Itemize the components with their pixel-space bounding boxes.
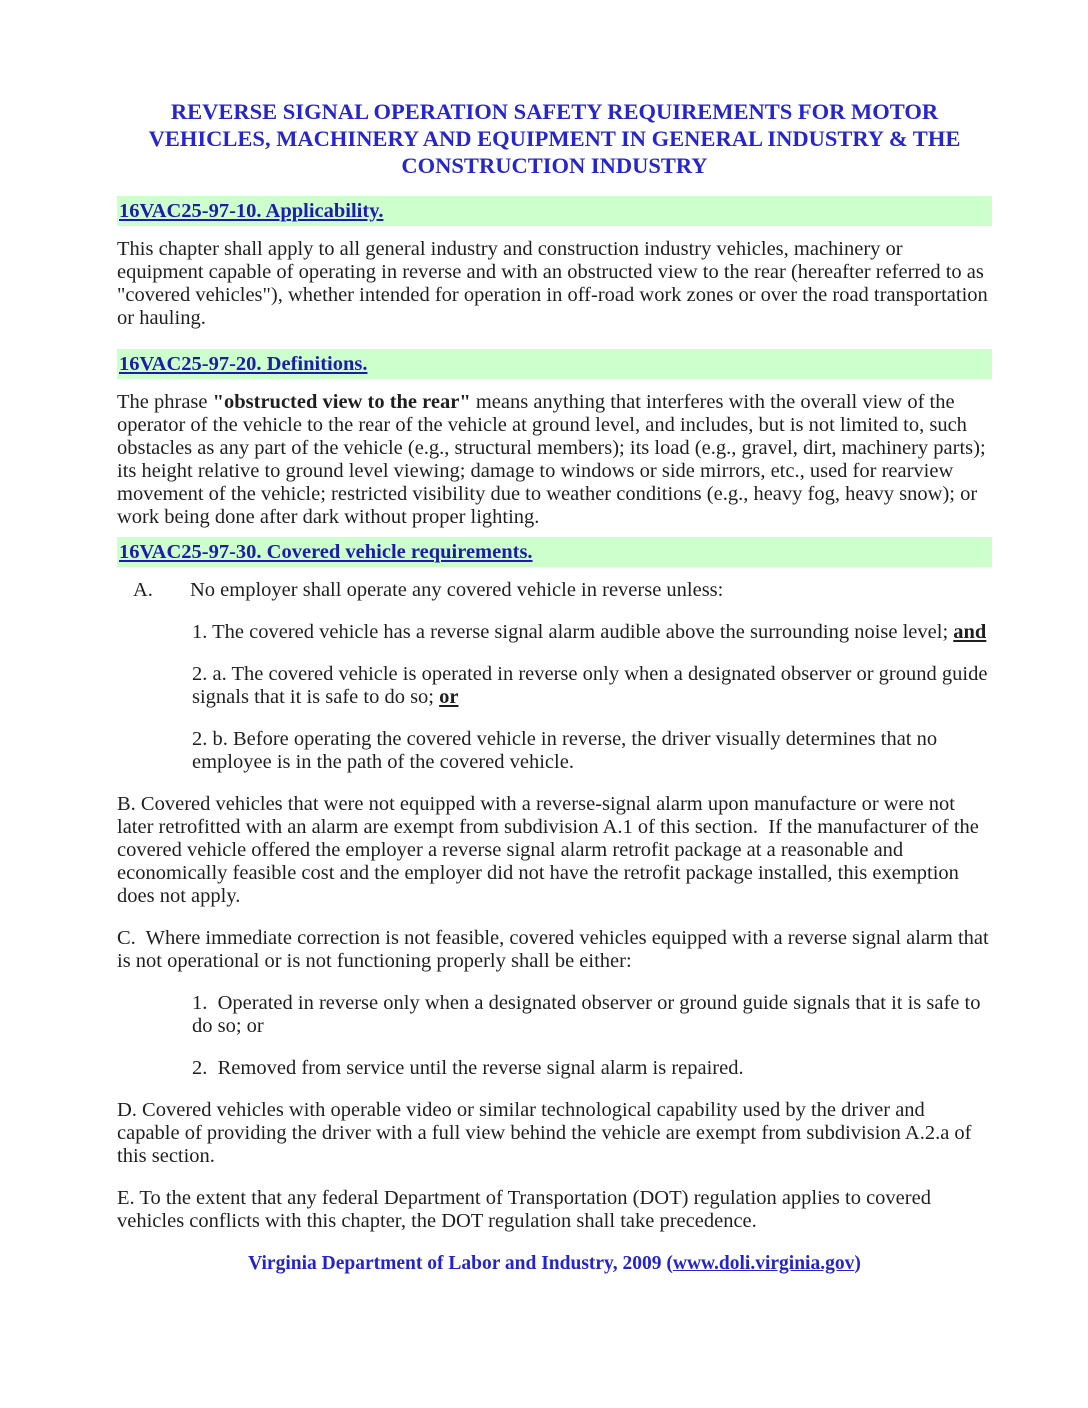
item-a bbox=[133, 579, 992, 602]
paragraph-applicability: This chapter shall apply to all general industry and construction industry vehicles, machinery or equipment capable of operating in reverse and with an obstructed view to the rear (hereafter referred to as "covered vehicles"), whether intended for operation in off-road work zones or over the road transportation or hauling. bbox=[117, 238, 993, 329]
item-a2b: 2. b. Before operating the covered vehicle in reverse, the driver visually determines that no employee is in the path of the covered vehicle. bbox=[192, 728, 943, 773]
item-a1 bbox=[192, 621, 992, 644]
title-line-3: CONSTRUCTION INDUSTRY bbox=[401, 153, 708, 178]
item-e: E. To the extent that any federal Department of Transportation (DOT) regulation applies to covered vehicles conflicts with this chapter, the DOT regulation shall take precedence. bbox=[117, 1187, 937, 1232]
item-c: C. Where immediate correction is not feasible, covered vehicles equipped with a reverse signal alarm that is not operational or is not functioning properly shall be either: bbox=[117, 927, 994, 972]
title-line-1: REVERSE SIGNAL OPERATION SAFETY REQUIREMENTS FOR MOTOR bbox=[170, 99, 939, 124]
section-heading-applicability bbox=[117, 196, 992, 226]
item-c2: 2. Removed from service until the reverse signal alarm is repaired. bbox=[192, 1057, 744, 1079]
item-a-label: A. bbox=[133, 579, 153, 601]
item-d: D. Covered vehicles with operable video or similar technological capability used by the driver and capable of providing the driver with a full view behind the vehicle are exempt from subdivision A.2.a of this section. bbox=[117, 1099, 982, 1167]
definitions-text-body: means anything that interferes with the overall view of the operator of the vehicle to the rear of the vehicle at ground level, and includes, but is not limited to, such obstacles as any part of the vehicle (e.g., structural members); its load (e.g., gravel, dirt, machinery parts); its height relative to ground level viewing; damage to windows or side mirrors, etc., used for rearview movement of the vehicle; restricted visibility due to weather conditions (e.g., heavy fog, heavy snow); or work being done after dark without proper lighting. bbox=[117, 391, 991, 528]
document-title bbox=[117, 98, 992, 179]
title-line-2: VEHICLES, MACHINERY AND EQUIPMENT IN GENERAL INDUSTRY & THE bbox=[148, 126, 961, 151]
section-heading-applicability-text: 16VAC25-97-10. Applicability. bbox=[119, 199, 384, 222]
doli-website-link[interactable]: www.doli.virginia.gov bbox=[672, 1253, 855, 1274]
section-heading-covered-vehicle-requirements bbox=[117, 537, 992, 567]
item-c1: 1. Operated in reverse only when a designated observer or ground guide signals that it is safe to do so; or bbox=[192, 992, 986, 1037]
item-a2a bbox=[192, 663, 992, 709]
footer bbox=[117, 1252, 992, 1275]
section-heading-covered-vehicle-requirements-text: 16VAC25-97-30. Covered vehicle requirements. bbox=[119, 540, 533, 563]
item-a1-text: 1. The covered vehicle has a reverse signal alarm audible above the surrounding noise level; bbox=[192, 621, 954, 643]
item-b: B. Covered vehicles that were not equipped with a reverse-signal alarm upon manufacture or were not later retrofitted with an alarm are exempt from subdivision A.1 of this section. If the manufacturer of the covered vehicle offered the employer a reverse signal alarm retrofit package at a reasonable and economically feasible cost and the employer did not have the retrofit package installed, this exemption does not apply. bbox=[117, 793, 984, 907]
footer-text: Virginia Department of Labor and Industry, 2009 ( bbox=[248, 1253, 673, 1274]
item-a2a-or: or bbox=[439, 686, 459, 708]
footer-closing-paren: ) bbox=[854, 1253, 861, 1274]
item-a1-and: and bbox=[953, 621, 987, 643]
section-heading-definitions-text: 16VAC25-97-20. Definitions. bbox=[119, 352, 368, 375]
paragraph-definitions bbox=[117, 391, 992, 529]
item-a2a-text: 2. a. The covered vehicle is operated in reverse only when a designated observer or ground guide signals that it is safe to do so; bbox=[192, 663, 993, 708]
definitions-text-lead: The phrase bbox=[117, 391, 213, 413]
item-a-text: No employer shall operate any covered vehicle in reverse unless: bbox=[190, 579, 724, 601]
section-heading-definitions bbox=[117, 349, 992, 379]
definitions-bold-phrase: "obstructed view to the rear" bbox=[212, 391, 471, 413]
